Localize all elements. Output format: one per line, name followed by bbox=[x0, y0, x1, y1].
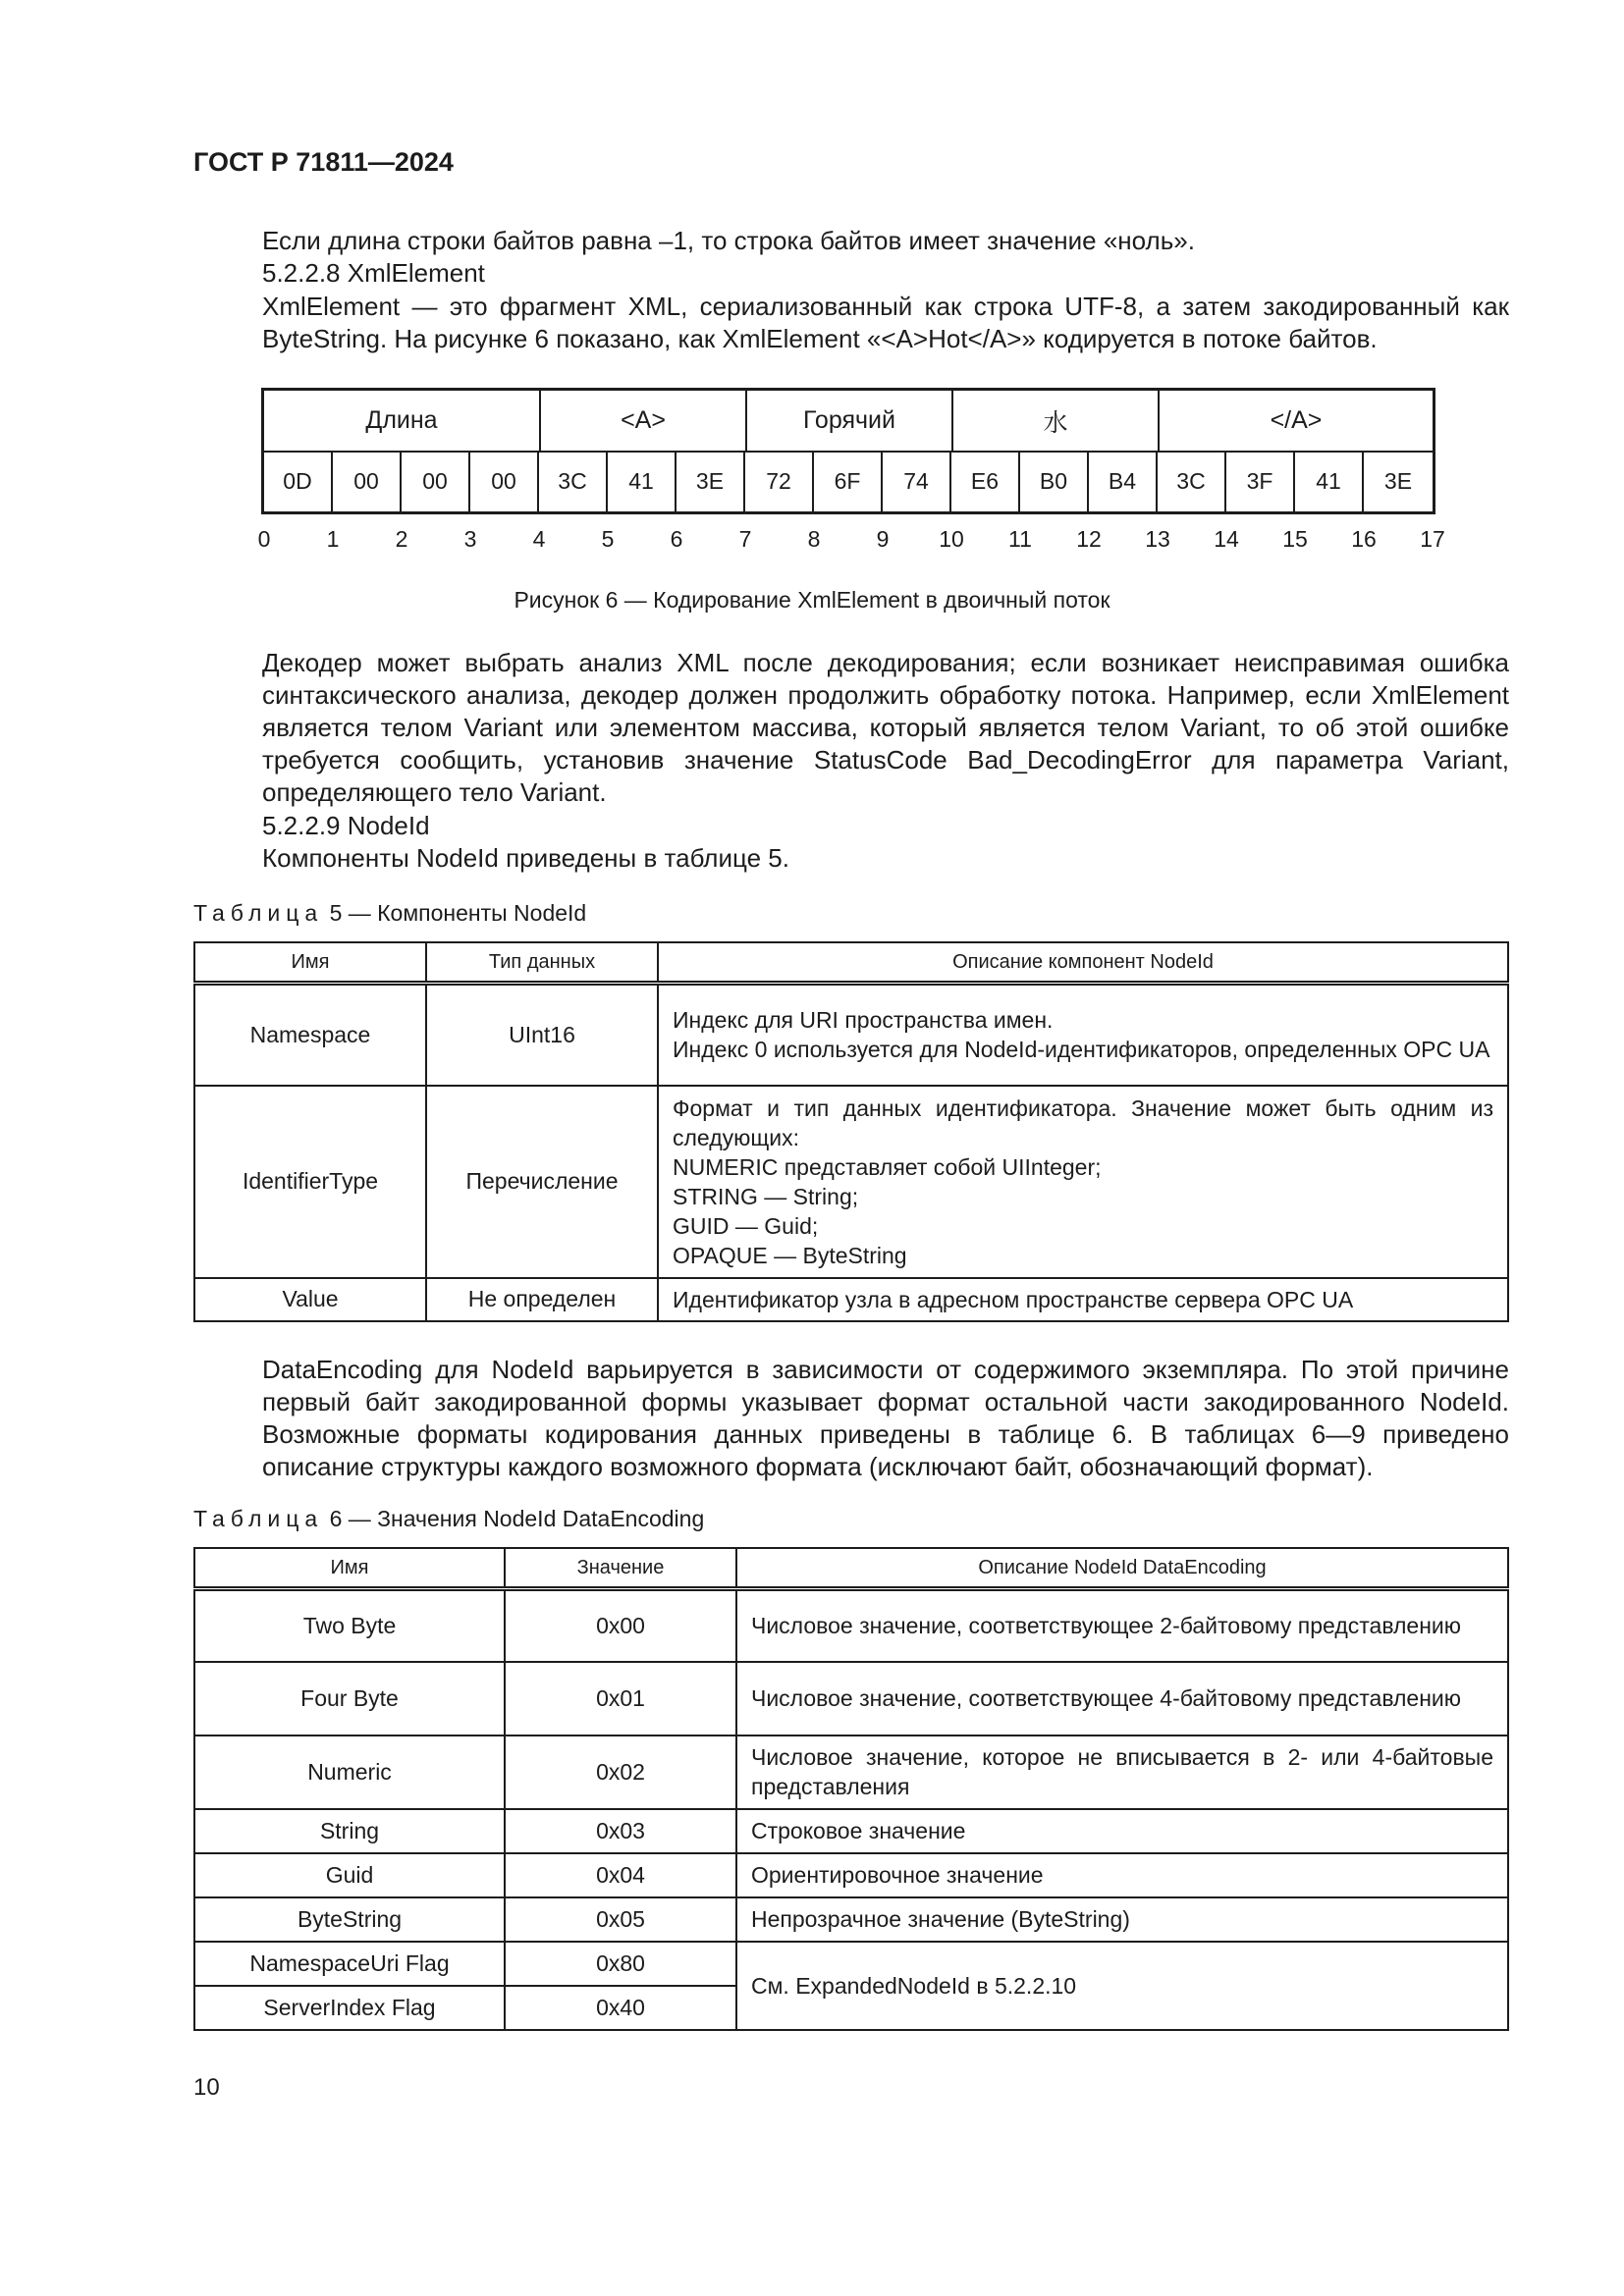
table-cell: NamespaceUri Flag bbox=[194, 1942, 505, 1986]
byte-cell: B0 bbox=[1020, 451, 1089, 511]
section-5229-heading: 5.2.2.9 NodeId bbox=[262, 811, 430, 840]
group-water-char: 水 bbox=[953, 391, 1160, 451]
table-row bbox=[194, 1086, 1508, 1278]
table-row bbox=[194, 984, 1508, 1086]
table-6-header-value: Значение bbox=[505, 1548, 736, 1589]
table-cell: UInt16 bbox=[426, 984, 658, 1086]
table-row bbox=[194, 1897, 1508, 1942]
offset-tick: 11 bbox=[1008, 526, 1032, 552]
table-cell: Не определен bbox=[426, 1278, 658, 1321]
table-cell: 0x40 bbox=[505, 1986, 736, 2030]
offset-tick: 1 bbox=[326, 526, 340, 552]
table-cell: Ориентировочное значение bbox=[736, 1853, 1508, 1897]
figure-group-row bbox=[264, 391, 1433, 453]
table-cell: 0x05 bbox=[505, 1897, 736, 1942]
group-length: Длина bbox=[264, 391, 541, 451]
offset-tick: 2 bbox=[395, 526, 408, 552]
table-cell: 0x00 bbox=[505, 1589, 736, 1662]
table-cell: Numeric bbox=[194, 1735, 505, 1809]
group-open-tag: <A> bbox=[541, 391, 747, 451]
offset-tick: 15 bbox=[1282, 526, 1308, 552]
table-cell: Числовое значение, соответствующее 4-байтовому представлению bbox=[736, 1662, 1508, 1735]
table-6-header-name: Имя bbox=[194, 1548, 505, 1589]
table-cell: Two Byte bbox=[194, 1589, 505, 1662]
group-close-tag: </A> bbox=[1270, 406, 1323, 434]
table-5-caption: Таблица 5 — Компоненты NodeId bbox=[193, 900, 587, 926]
table-cell: Индекс для URI пространства имен. Индекс 0 используется для NodeId-идентификаторов, определенных OPC UA bbox=[658, 984, 1508, 1086]
table-cell: Формат и тип данных идентификатора. Значение может быть одним из следующих: NUMERIC представляет собой UIInteger; STRING — String; GUID — Guid; OPAQUE — ByteString bbox=[658, 1086, 1508, 1278]
offset-tick: 0 bbox=[257, 526, 271, 552]
table-cell: ByteString bbox=[194, 1897, 505, 1942]
offset-tick: 10 bbox=[939, 526, 964, 552]
offset-tick: 12 bbox=[1076, 526, 1102, 552]
table-cell: Строковое значение bbox=[736, 1809, 1508, 1853]
table-cell: Идентификатор узла в адресном пространстве сервера OPC UA bbox=[658, 1278, 1508, 1321]
offset-tick: 13 bbox=[1145, 526, 1170, 552]
table-row bbox=[194, 1942, 1508, 1986]
table-cell: 0x03 bbox=[505, 1809, 736, 1853]
table-cell: String bbox=[194, 1809, 505, 1853]
offset-tick: 4 bbox=[532, 526, 546, 552]
offset-tick: 3 bbox=[463, 526, 477, 552]
byte-cell: 3E bbox=[1383, 467, 1413, 494]
paragraph-nodeid-components: Компоненты NodeId приведены в таблице 5. bbox=[262, 843, 789, 873]
table-5-header-description: Описание компонент NodeId bbox=[658, 942, 1508, 984]
byte-cell: 41 bbox=[608, 451, 677, 511]
byte-cell: 74 bbox=[883, 451, 951, 511]
byte-cell: 3C bbox=[539, 451, 608, 511]
table-row bbox=[194, 1853, 1508, 1897]
paragraph-decoder: Декодер может выбрать анализ XML после декодирования; если возникает неисправимая ошибка синтаксического анализа, декодер должен продолжить обработку потока. Например, если XmlElement является телом Variant или элементом массива, который является телом Variant, то об этой ошибке требуется сообщить, установив значение StatusCode Bad_DecodingError для параметра Variant, определяющего тело Variant. bbox=[262, 648, 1509, 807]
byte-cell: 72 bbox=[745, 451, 814, 511]
table-cell: 0x01 bbox=[505, 1662, 736, 1735]
offset-tick: 17 bbox=[1420, 526, 1445, 552]
byte-cell: 0D bbox=[264, 451, 333, 511]
byte-cell: B4 bbox=[1089, 451, 1158, 511]
offset-tick: 5 bbox=[601, 526, 615, 552]
table-row bbox=[194, 1278, 1508, 1321]
group-hot: Горячий bbox=[747, 391, 953, 451]
table-cell: Числовое значение, соответствующее 2-байтовому представлению bbox=[736, 1589, 1508, 1662]
figure-byte-row bbox=[264, 451, 1433, 511]
byte-cell: 6F bbox=[814, 451, 883, 511]
offset-tick: 14 bbox=[1214, 526, 1239, 552]
table-cell: Перечисление bbox=[426, 1086, 658, 1278]
section-5228-heading: 5.2.2.8 XmlElement bbox=[262, 258, 485, 288]
table-cell: 0x02 bbox=[505, 1735, 736, 1809]
table-5-header-name: Имя bbox=[194, 942, 426, 984]
byte-cell: 41 bbox=[1295, 451, 1364, 511]
document-header: ГОСТ Р 71811—2024 bbox=[193, 147, 454, 177]
table-cell: 0x80 bbox=[505, 1942, 736, 1986]
table-6-header-description: Описание NodeId DataEncoding bbox=[736, 1548, 1508, 1589]
byte-cell: 3E bbox=[677, 451, 745, 511]
table-row bbox=[194, 1809, 1508, 1853]
table-row bbox=[194, 1662, 1508, 1735]
figure-6-byte-diagram bbox=[261, 388, 1435, 514]
table-5-header-type: Тип данных bbox=[426, 942, 658, 984]
table-cell: См. ExpandedNodeId в 5.2.2.10 bbox=[736, 1942, 1508, 2030]
table-6-caption: Таблица 6 — Значения NodeId DataEncoding bbox=[193, 1506, 705, 1531]
figure-6-caption: Рисунок 6 — Кодирование XmlElement в двоичный поток bbox=[514, 587, 1110, 613]
table-cell: Guid bbox=[194, 1853, 505, 1897]
byte-cell: 00 bbox=[333, 451, 402, 511]
table-5-nodeid-components bbox=[193, 941, 1509, 1322]
table-cell: Непрозрачное значение (ByteString) bbox=[736, 1897, 1508, 1942]
table-cell: 0x04 bbox=[505, 1853, 736, 1897]
byte-cell: 3C bbox=[1158, 451, 1226, 511]
table-cell: Value bbox=[194, 1278, 426, 1321]
table-cell: Four Byte bbox=[194, 1662, 505, 1735]
byte-cell: 00 bbox=[402, 451, 470, 511]
table-6-nodeid-dataencoding bbox=[193, 1547, 1509, 2031]
offset-tick: 6 bbox=[670, 526, 683, 552]
table-cell: IdentifierType bbox=[194, 1086, 426, 1278]
byte-cell: 00 bbox=[470, 451, 539, 511]
paragraph-dataencoding: DataEncoding для NodeId варьируется в зависимости от содержимого экземпляра. По этой причине первый байт закодированной формы указывает формат остальной части закодированного NodeId. Возможные форматы кодирования данных приведены в таблице 6. В таблицах 6—9 приведено описание структуры каждого возможного формата (исключают байт, обозначающий формат). bbox=[262, 1355, 1509, 1481]
table-cell: ServerIndex Flag bbox=[194, 1986, 505, 2030]
byte-cell: E6 bbox=[951, 451, 1020, 511]
offset-tick: 8 bbox=[807, 526, 821, 552]
offset-tick: 7 bbox=[738, 526, 752, 552]
paragraph-null-bytestring: Если длина строки байтов равна –1, то строка байтов имеет значение «ноль». bbox=[262, 226, 1195, 255]
byte-cell: 3F bbox=[1226, 451, 1295, 511]
paragraph-xmlelement: XmlElement — это фрагмент XML, сериализованный как строка UTF-8, а затем закодированный как ByteString. На рисунке 6 показано, как XmlElement «<A>Hot</A>» кодируется в потоке байтов. bbox=[262, 292, 1509, 353]
table-cell: Числовое значение, которое не вписывается в 2- или 4-байтовые представления bbox=[736, 1735, 1508, 1809]
page-number: 10 bbox=[193, 2074, 220, 2101]
offset-tick: 16 bbox=[1351, 526, 1377, 552]
table-cell: Namespace bbox=[194, 984, 426, 1086]
table-row bbox=[194, 1589, 1508, 1662]
table-row bbox=[194, 1735, 1508, 1809]
offset-tick: 9 bbox=[876, 526, 890, 552]
